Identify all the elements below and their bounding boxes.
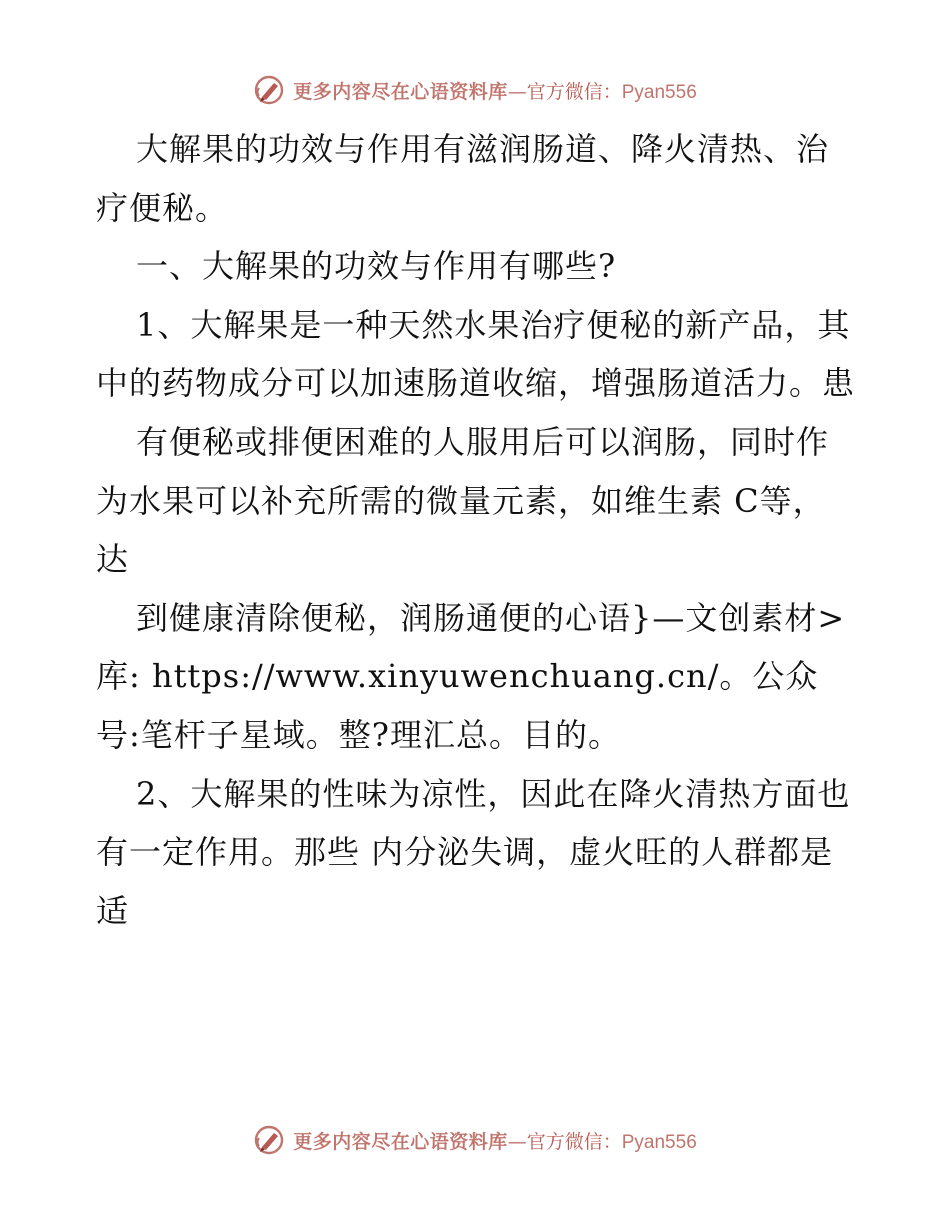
paragraph-intro: 大解果的功效与作用有滋润肠道、降火清热、治疗便秘。 (96, 130, 830, 227)
paragraph-heading: 一、大解果的功效与作用有哪些? (136, 247, 617, 286)
watermark-text (293, 1127, 697, 1154)
library-text: 更多内容尽在心语资料库 (293, 80, 508, 103)
document-body (96, 120, 856, 940)
watermark-text (293, 77, 697, 104)
header-watermark (0, 70, 950, 110)
pen-logo-icon (253, 1124, 285, 1156)
paragraph-source-note: 到健康清除便秘，润肠通便的心语}—文创素材>库: https://www.xinyuwenchuang.cn/。公众号:笔杆子星域。整?理汇总。目的。 (96, 598, 846, 754)
official-wechat-label: 官方微信： (526, 80, 622, 103)
library-text: 更多内容尽在心语资料库 (293, 1130, 508, 1153)
official-wechat-label: 官方微信： (526, 1130, 622, 1153)
watermark-dash: — (507, 80, 527, 103)
paragraph-point-1: 1、大解果是一种天然水果治疗便秘的新产品，其中的药物成分可以加速肠道收缩，增强肠道活力。患 (96, 305, 856, 403)
paragraph-point-2: 2、大解果的性味为凉性，因此在降火清热方面也有一定作用。那些 内分泌失调，虚火旺的人群都是适 (96, 774, 851, 930)
wechat-id: Pyan556 (621, 1131, 697, 1153)
wechat-id: Pyan556 (621, 81, 697, 103)
footer-watermark (0, 1120, 950, 1160)
pen-logo-icon (253, 74, 285, 106)
paragraph-point-1-cont: 有便秘或排便困难的人服用后可以润肠，同时作为水果可以补充所需的微量元素，如维生素 C等，达 (96, 422, 830, 579)
watermark-dash: — (507, 1130, 527, 1153)
